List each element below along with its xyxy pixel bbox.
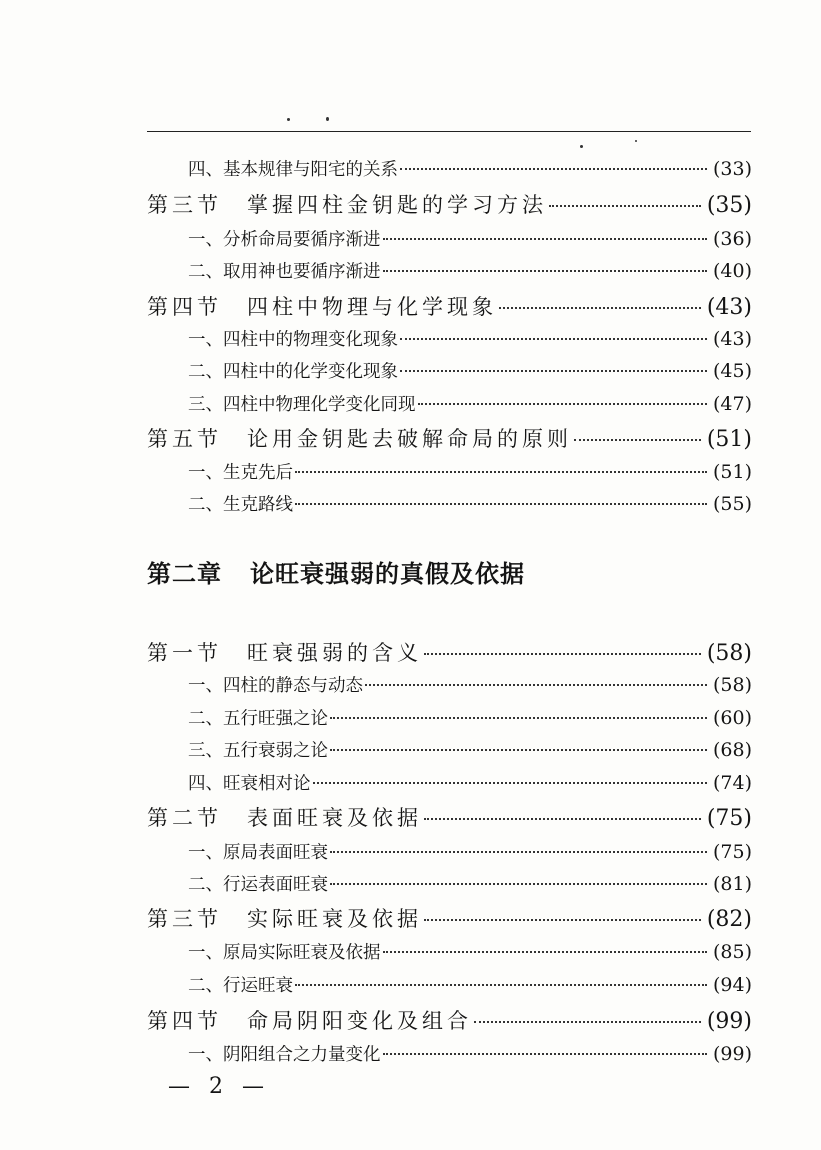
toc-entry-label: 一、四柱中的物理变化现象 xyxy=(188,330,398,350)
page-number: — 2 — xyxy=(168,1074,270,1099)
toc-entry-page: (75) xyxy=(712,841,752,863)
dot-leader xyxy=(400,338,707,340)
toc-section-page: (35) xyxy=(706,193,752,218)
toc-section[interactable] xyxy=(147,802,752,832)
toc-entry-page: (85) xyxy=(712,941,752,963)
dot-leader xyxy=(365,684,707,686)
toc-entry[interactable] xyxy=(188,705,752,730)
toc-entry[interactable] xyxy=(188,672,752,697)
chapter-title: 论旺衰强弱的真假及依据 xyxy=(250,560,525,588)
dot-leader xyxy=(383,270,707,272)
toc-entry[interactable] xyxy=(188,871,752,896)
toc-section-label: 第三节 掌握四柱金钥匙的学习方法 xyxy=(147,193,547,217)
toc-entry-page: (55) xyxy=(712,493,752,515)
toc-entry-label: 三、五行衰弱之论 xyxy=(188,741,328,761)
toc-entry-label: 四、旺衰相对论 xyxy=(188,774,311,794)
dot-leader xyxy=(424,818,701,820)
toc-section[interactable] xyxy=(147,903,752,933)
dot-leader xyxy=(474,1021,701,1023)
toc-entry[interactable] xyxy=(188,358,752,383)
toc-entry[interactable] xyxy=(188,156,752,181)
toc-section-page: (58) xyxy=(706,641,752,666)
dot-leader xyxy=(499,307,701,309)
dot-leader xyxy=(330,749,707,751)
toc-entry[interactable] xyxy=(188,459,752,484)
toc-section-page: (99) xyxy=(706,1009,752,1034)
toc-entry-label: 一、原局实际旺衰及依据 xyxy=(188,943,381,963)
toc-entry[interactable] xyxy=(188,226,752,251)
toc-entry-page: (40) xyxy=(712,260,752,282)
dot-leader xyxy=(424,653,701,655)
toc-section-page: (82) xyxy=(706,907,752,932)
chapter-heading[interactable] xyxy=(147,554,525,589)
dot-leader xyxy=(424,919,701,921)
dot-leader xyxy=(313,782,707,784)
toc-entry-page: (74) xyxy=(712,772,752,794)
toc-section[interactable] xyxy=(147,423,752,453)
chapter-number: 第二章 xyxy=(147,560,222,588)
dot-leader xyxy=(400,370,707,372)
toc-entry-label: 一、分析命局要循序渐进 xyxy=(188,230,381,250)
dot-leader xyxy=(330,851,707,853)
toc-entry-page: (60) xyxy=(712,707,752,729)
toc-entry-page: (94) xyxy=(712,974,752,996)
toc-entry-label: 二、取用神也要循序渐进 xyxy=(188,262,381,282)
toc-entry-page: (45) xyxy=(712,360,752,382)
toc-section-label: 第四节 四柱中物理与化学现象 xyxy=(147,295,497,319)
dot-leader xyxy=(574,439,701,441)
toc-entry-label: 四、基本规律与阳宅的关系 xyxy=(188,160,398,180)
toc-entry-label: 二、行运旺衰 xyxy=(188,976,293,996)
toc-entry-label: 三、四柱中物理化学变化同现 xyxy=(188,395,416,415)
dot-leader xyxy=(330,883,707,885)
dot-leader xyxy=(383,1053,707,1055)
toc-entry-label: 一、原局表面旺衰 xyxy=(188,843,328,863)
toc-section[interactable] xyxy=(147,637,752,667)
toc-entry-page: (68) xyxy=(712,739,752,761)
dot-leader xyxy=(295,503,707,505)
toc-entry[interactable] xyxy=(188,839,752,864)
dot-leader xyxy=(418,403,707,405)
toc-entry-label: 一、生克先后 xyxy=(188,463,293,483)
toc-entry-label: 一、四柱的静态与动态 xyxy=(188,676,363,696)
dot-leader xyxy=(400,168,707,170)
toc-section-label: 第四节 命局阴阳变化及组合 xyxy=(147,1009,472,1033)
toc-entry[interactable] xyxy=(188,1041,752,1066)
toc-section[interactable] xyxy=(147,189,752,219)
dot-leader xyxy=(295,984,707,986)
toc-entry-page: (36) xyxy=(712,228,752,250)
toc-entry-label: 一、阴阳组合之力量变化 xyxy=(188,1045,381,1065)
toc-entry-label: 二、生克路线 xyxy=(188,495,293,515)
toc-entry[interactable] xyxy=(188,972,752,997)
toc-section[interactable] xyxy=(147,1005,752,1035)
toc-entry-page: (51) xyxy=(712,461,752,483)
toc-section-label: 第一节 旺衰强弱的含义 xyxy=(147,641,422,665)
toc-entry[interactable] xyxy=(188,939,752,964)
toc-section[interactable] xyxy=(147,291,752,321)
toc-section-page: (43) xyxy=(706,295,752,320)
dot-leader xyxy=(295,471,707,473)
toc-entry-page: (58) xyxy=(712,674,752,696)
toc-entry[interactable] xyxy=(188,770,752,795)
toc-entry-label: 二、四柱中的化学变化现象 xyxy=(188,362,398,382)
toc-entry[interactable] xyxy=(188,391,752,416)
dot-leader xyxy=(383,238,707,240)
toc-section-label: 第五节 论用金钥匙去破解命局的原则 xyxy=(147,427,572,451)
toc-entry[interactable] xyxy=(188,326,752,351)
toc-entry-page: (47) xyxy=(712,393,752,415)
toc-entry[interactable] xyxy=(188,737,752,762)
toc-entry[interactable] xyxy=(188,258,752,283)
toc-entry-page: (33) xyxy=(712,158,752,180)
toc-entry-page: (81) xyxy=(712,873,752,895)
toc-section-page: (75) xyxy=(706,806,752,831)
dot-leader xyxy=(383,951,707,953)
toc-entry-page: (43) xyxy=(712,328,752,350)
toc-section-label: 第二节 表面旺衰及依据 xyxy=(147,806,422,830)
toc-section-page: (51) xyxy=(706,427,752,452)
dot-leader xyxy=(330,717,707,719)
toc-entry[interactable] xyxy=(188,491,752,516)
toc-entry-label: 二、五行旺强之论 xyxy=(188,709,328,729)
toc-section-label: 第三节 实际旺衰及依据 xyxy=(147,907,422,931)
toc-entry-label: 二、行运表面旺衰 xyxy=(188,875,328,895)
toc-entry-page: (99) xyxy=(712,1043,752,1065)
dot-leader xyxy=(549,205,701,207)
